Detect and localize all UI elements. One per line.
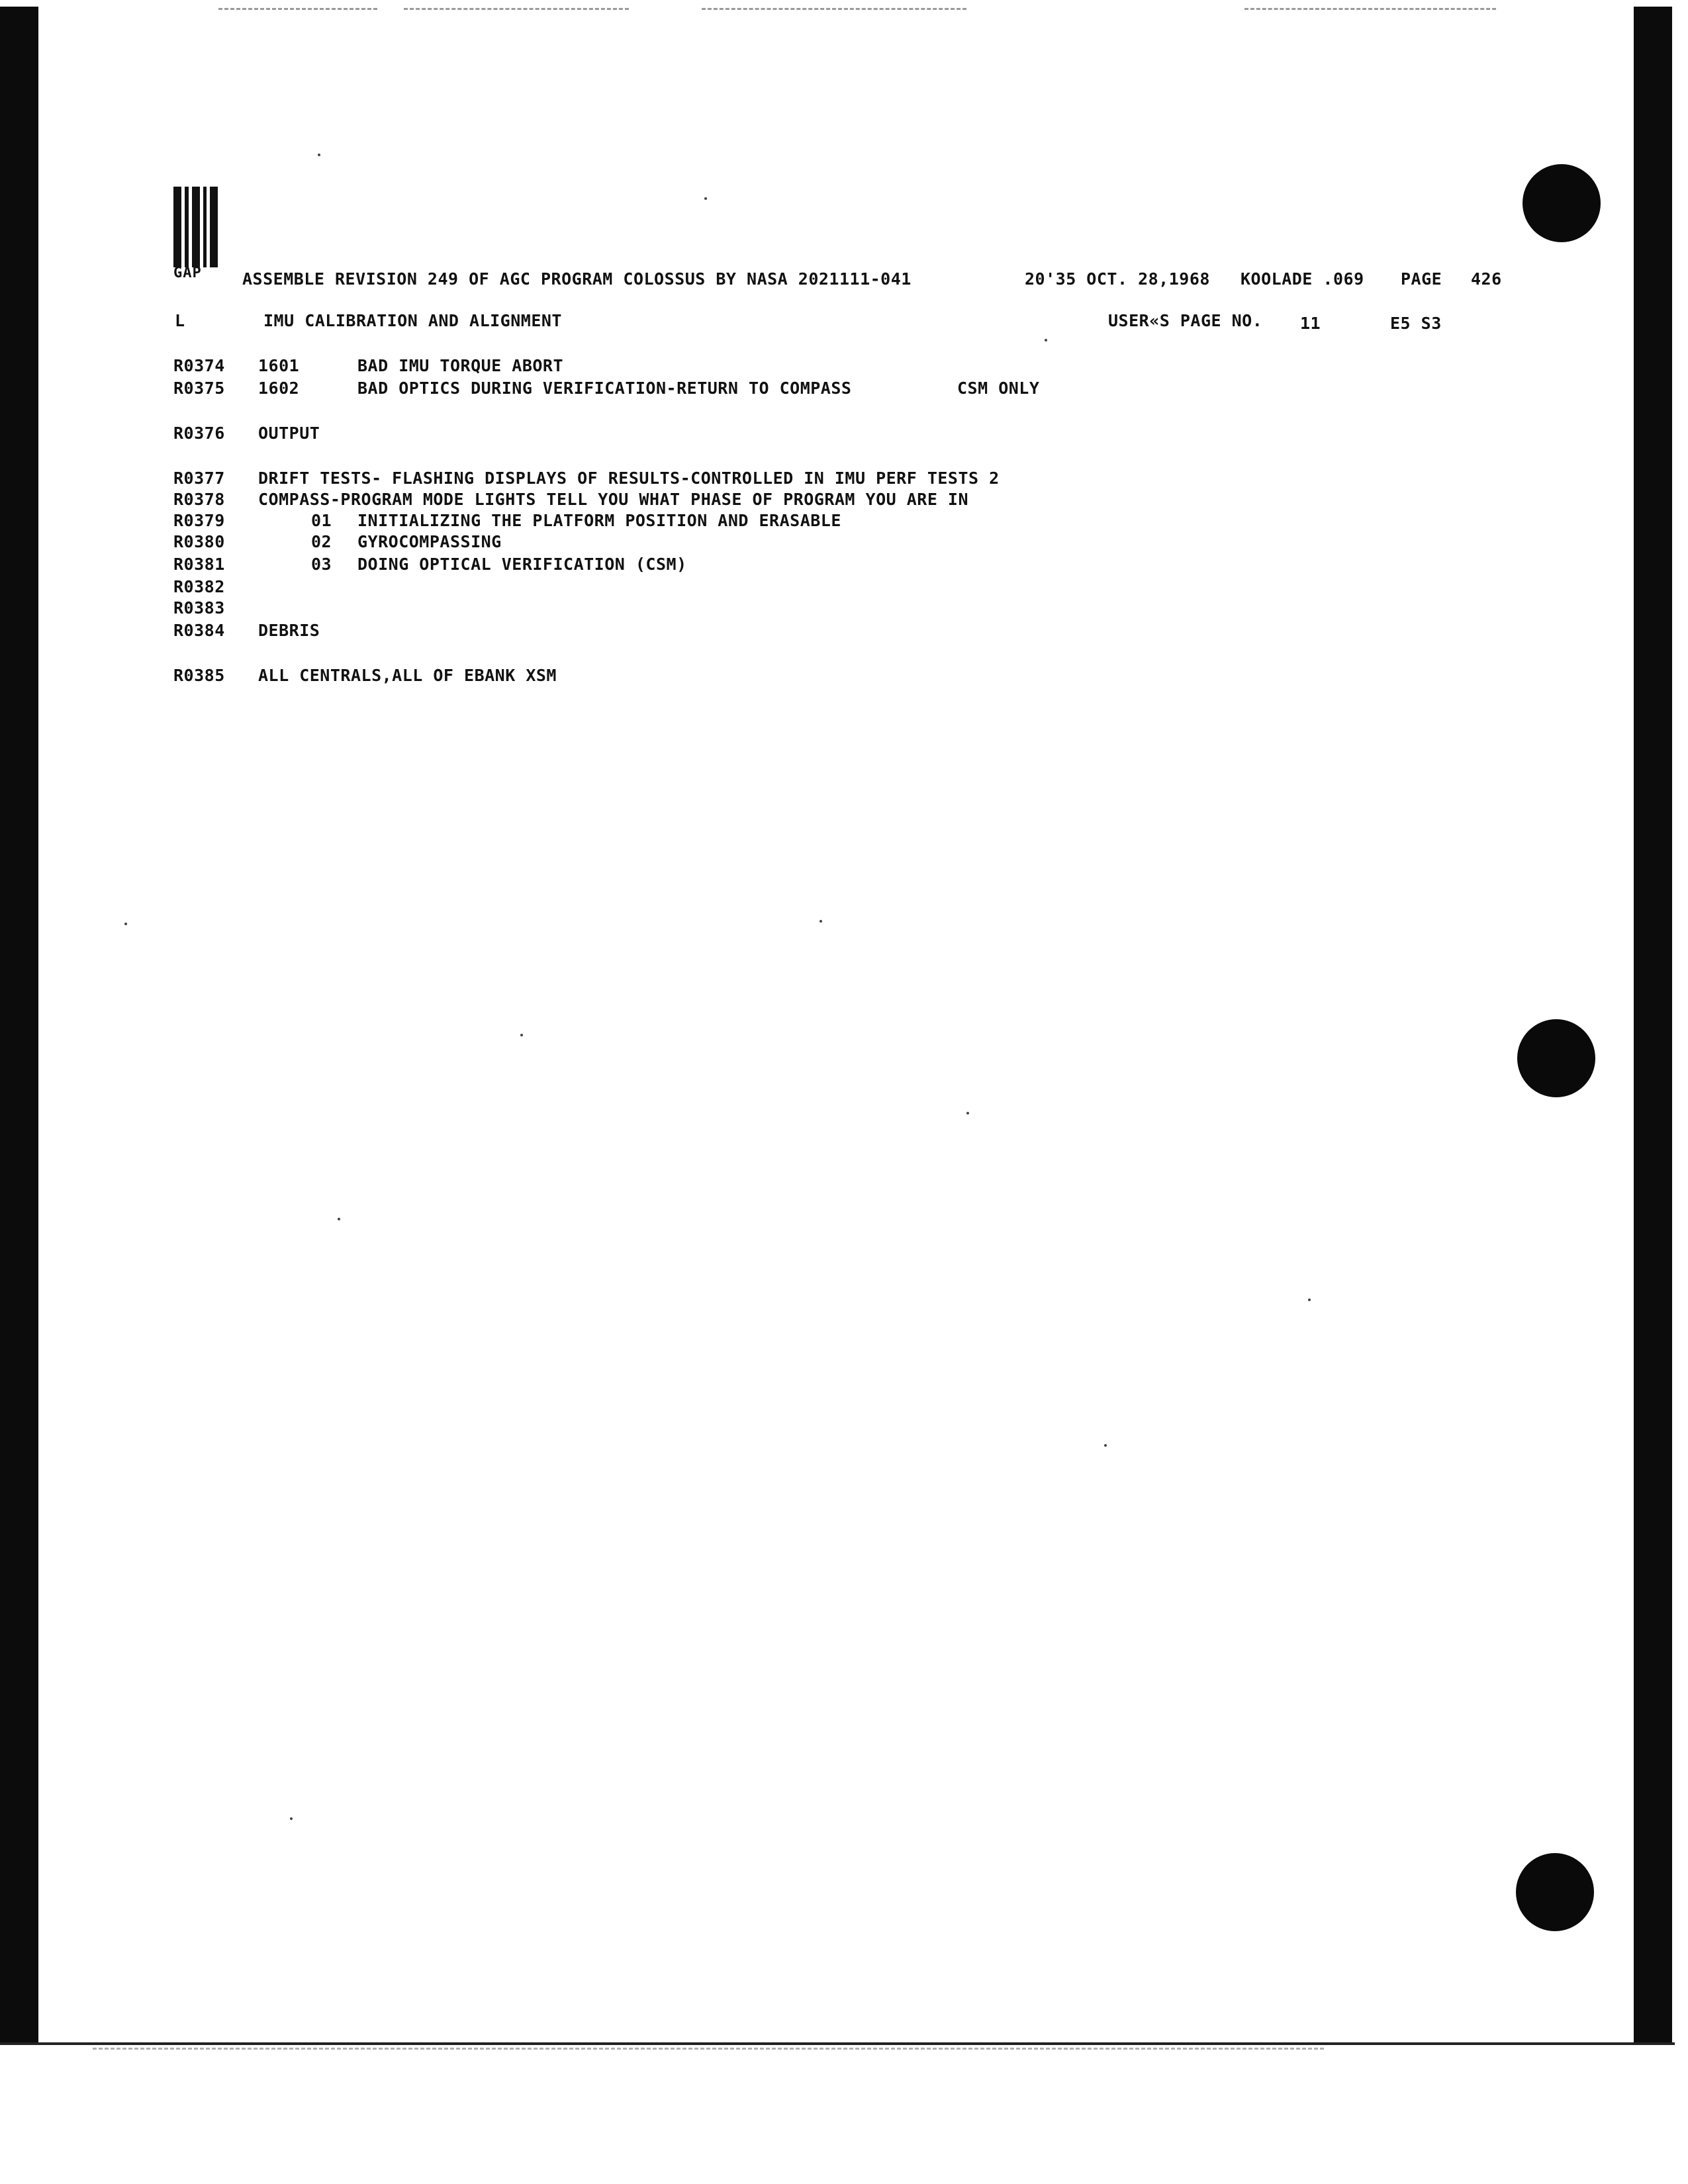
page-label: PAGE [1401, 269, 1442, 289]
row-number: R0379 [173, 511, 225, 530]
listing-title: ASSEMBLE REVISION 249 OF AGC PROGRAM COLOSSUS BY NASA 2021111-041 [242, 269, 912, 289]
row-text: DOING OPTICAL VERIFICATION (CSM) [357, 555, 687, 574]
row-text: BAD OPTICS DURING VERIFICATION-RETURN TO COMPASS [357, 379, 852, 398]
scan-bottom-edge [0, 2042, 1675, 2045]
user-page-number: 11 [1300, 314, 1321, 333]
scan-top-dash [1244, 8, 1496, 10]
listing-type: L [175, 311, 185, 330]
row-text: GYROCOMPASSING [357, 532, 502, 551]
gap-bar-mark [173, 187, 224, 267]
scan-top-dash [404, 8, 629, 10]
row-text: DEBRIS [258, 621, 320, 640]
scan-top-dash [702, 8, 966, 10]
user-page-label: USER«S PAGE NO. [1108, 311, 1263, 330]
scan-speck [704, 197, 707, 200]
row-text: OUTPUT [258, 424, 320, 443]
listing-timestamp: 20'35 OCT. 28,1968 [1025, 269, 1210, 289]
row-number: R0375 [173, 379, 225, 398]
scan-speck [1104, 1444, 1107, 1447]
scan-speck [318, 154, 320, 156]
punch-hole [1523, 164, 1601, 242]
scan-right-edge [1634, 7, 1672, 2044]
punch-hole [1517, 1019, 1595, 1097]
mode-code: 02 [311, 532, 332, 551]
page-number: 426 [1471, 269, 1502, 289]
scan-speck [520, 1034, 523, 1036]
scan-speck [338, 1218, 340, 1220]
scan-bottom-dash [93, 2048, 1324, 2050]
row-number: R0378 [173, 490, 225, 509]
row-number: R0374 [173, 356, 225, 375]
row-number: R0377 [173, 469, 225, 488]
page-sheet [9, 7, 1674, 2044]
scan-left-edge [0, 7, 38, 2044]
row-number: R0383 [173, 598, 225, 617]
row-number: R0382 [173, 577, 225, 596]
mode-code: 03 [311, 555, 332, 574]
section-title: IMU CALIBRATION AND ALIGNMENT [263, 311, 562, 330]
scan-speck [820, 920, 822, 923]
row-number: R0384 [173, 621, 225, 640]
scan-speck [290, 1817, 293, 1820]
row-number: R0376 [173, 424, 225, 443]
alarm-code: 1601 [258, 356, 300, 375]
mode-code: 01 [311, 511, 332, 530]
row-text: DRIFT TESTS- FLASHING DISPLAYS OF RESULTS-CONTROLLED IN IMU PERF TESTS 2 [258, 469, 1000, 488]
row-text: INITIALIZING THE PLATFORM POSITION AND ERASABLE [357, 511, 841, 530]
alarm-code: 1602 [258, 379, 300, 398]
listing-job: KOOLADE .069 [1241, 269, 1364, 289]
scan-speck [966, 1112, 969, 1115]
scan-top-dash [218, 8, 377, 10]
row-number: R0380 [173, 532, 225, 551]
scan-speck [124, 923, 127, 925]
scan-speck [1308, 1298, 1311, 1301]
row-text: COMPASS-PROGRAM MODE LIGHTS TELL YOU WHAT PHASE OF PROGRAM YOU ARE IN [258, 490, 969, 509]
row-text: BAD IMU TORQUE ABORT [357, 356, 564, 375]
scan-speck [1045, 339, 1047, 341]
row-note: CSM ONLY [957, 379, 1040, 398]
row-number: R0381 [173, 555, 225, 574]
gap-stamp: GAP [173, 265, 202, 281]
row-number: R0385 [173, 666, 225, 685]
section-code: E5 S3 [1390, 314, 1442, 333]
row-text: ALL CENTRALS,ALL OF EBANK XSM [258, 666, 557, 685]
punch-hole [1516, 1853, 1594, 1931]
